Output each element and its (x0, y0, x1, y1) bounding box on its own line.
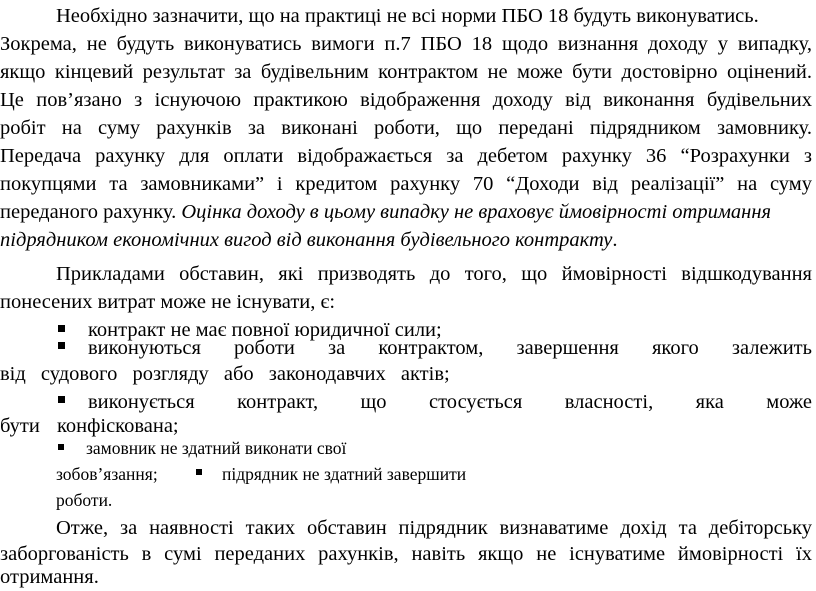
bullet-3-line-1: виконується контракт, що стосується власності, яка може (88, 391, 812, 413)
bullet-4-marker (58, 444, 64, 450)
bullet-5-line-1: підрядник не здатний завершити (222, 464, 467, 484)
paragraph-1-line-8-normal: переданого рахунку. (0, 201, 177, 223)
bullet-2-marker (58, 342, 65, 349)
paragraph-3-line-1: Отже, за наявності таких обставин підрядник визнаватиме дохід та дебіторську (56, 517, 812, 539)
paragraph-1-line-9-end: . (612, 229, 618, 251)
paragraph-1-line-1: Необхідно зазначити, що на практиці не всі норми ПБО 18 будуть виконуватись. (56, 5, 759, 27)
bullet-1-text: контракт не має повної юридичної сили; (88, 319, 442, 341)
bullet-3-line-2: бути конфіскована; (0, 415, 179, 437)
paragraph-1-line-5: робіт на суму рахунків за виконані роботи, що передані підрядником замовнику. (0, 117, 812, 139)
paragraph-1-line-9-italic: підрядником економічних вигод від виконання будівельного контракту (0, 229, 613, 251)
paragraph-1-line-4: Це пов’язано з існуючою практикою відображення доходу від виконання будівельних (0, 89, 812, 111)
paragraph-2-line-1: Прикладами обставин, які призводять до того, що ймовірності відшкодування (56, 263, 812, 285)
paragraph-1-line-3: якщо кінцевий результат за будівельним контрактом не може бути достовірно оцінений. (0, 61, 812, 83)
bullet-4-line-2: зобов’язання; (56, 464, 158, 484)
paragraph-1-line-9 (0, 226, 812, 254)
bullet-2-line-1: виконуються роботи за контрактом, завершення якого залежить (88, 337, 812, 359)
paragraph-1-line-7: покупцями та замовниками” і кредитом рахунку 70 “Доходи від реалізації” на суму (0, 173, 812, 195)
bullet-5-marker (196, 469, 202, 475)
paragraph-2-line-2: понесених витрат може не існувати, є: (0, 291, 336, 313)
bullet-2-line-2: від судового розгляду або законодавчих актів; (0, 363, 450, 385)
bullet-4-line-1: замовник не здатний виконати свої (86, 438, 347, 458)
bullet-3-marker (58, 396, 65, 403)
bullet-5-line-2: роботи. (56, 490, 113, 510)
paragraph-3-line-3: отримання. (0, 566, 99, 588)
paragraph-1-line-8-italic: Оцінка доходу в цьому випадку не враховує ймовірності отримання (181, 201, 772, 223)
paragraph-1-line-2: Зокрема, не будуть виконуватись вимоги п.7 ПБО 18 щодо визнання доходу у випадку, (0, 33, 812, 55)
paragraph-1-line-8 (0, 198, 812, 226)
paragraph-1-line-6: Передача рахунку для оплати відображається за дебетом рахунку 36 “Розрахунки з (0, 145, 812, 167)
bullet-1-marker (58, 325, 65, 332)
paragraph-3-line-2: заборгованість в сумі переданих рахунків, навіть якщо не існуватиме ймовірності їх (0, 543, 812, 565)
